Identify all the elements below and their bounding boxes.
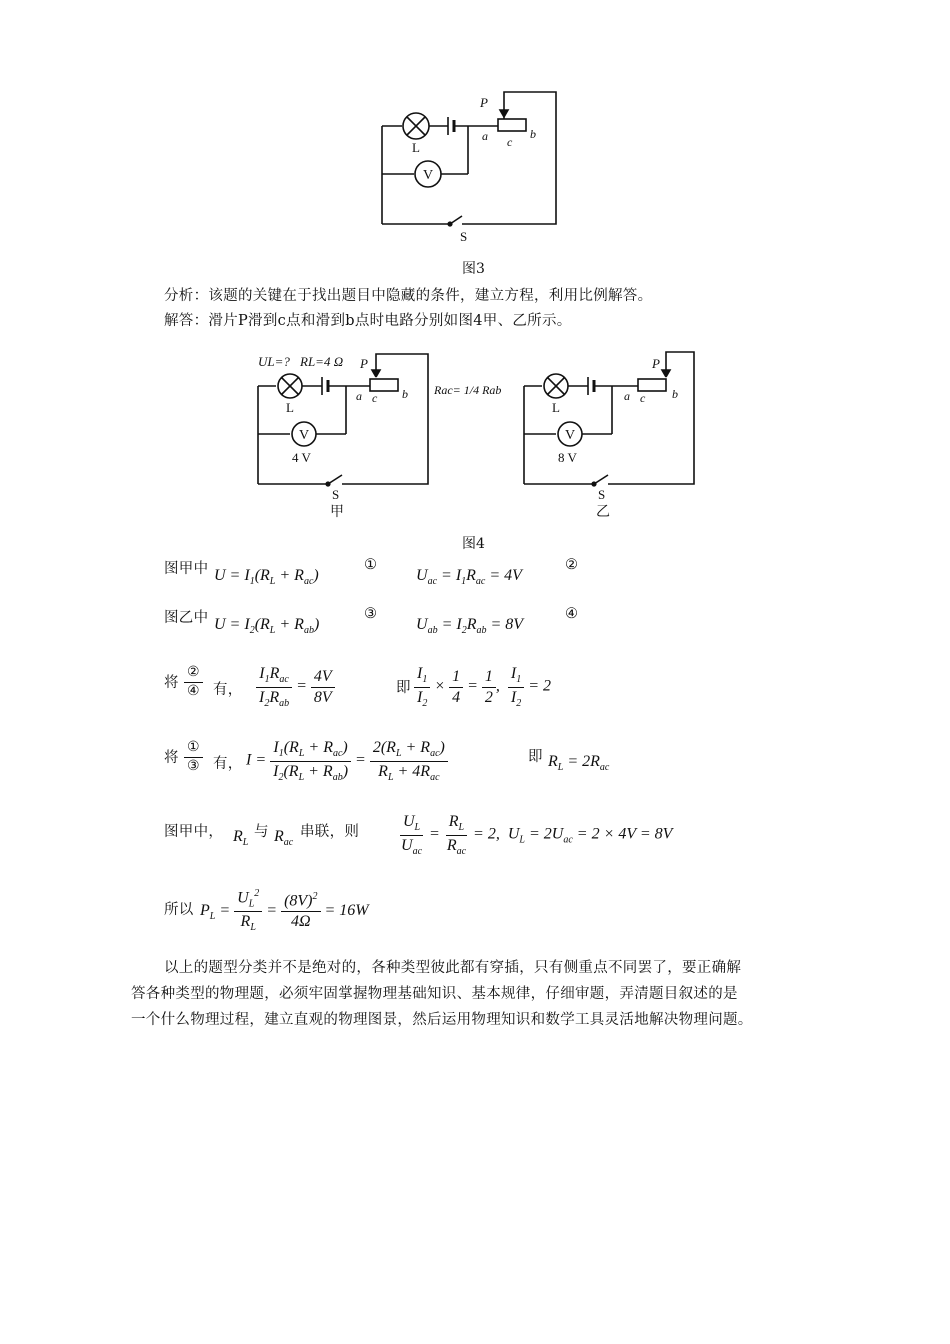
svg-text:L: L bbox=[552, 400, 560, 415]
svg-text:a: a bbox=[624, 389, 630, 403]
svg-text:P: P bbox=[652, 356, 660, 371]
svg-text:V: V bbox=[299, 428, 310, 443]
svg-text:P: P bbox=[360, 356, 368, 371]
equation-3: $U = I_2(R_L + R_{ab})$ bbox=[214, 616, 320, 636]
figure-4-left-circuit bbox=[250, 346, 510, 520]
svg-text:b: b bbox=[672, 387, 678, 401]
circle-1: ① bbox=[364, 557, 378, 573]
analysis-text: 分析：该题的关键在于找出题目中隐藏的条件，建立方程，利用比例解答。 bbox=[164, 288, 653, 304]
ratio-1-over-3: $\frac{\text{①}}{\text{③}}$ bbox=[184, 739, 203, 775]
fig3-label-S: S bbox=[460, 229, 468, 244]
circle-3: ③ bbox=[364, 606, 378, 622]
circle-4: ④ bbox=[565, 606, 579, 622]
fig4-left-volt: 4 V bbox=[292, 450, 311, 465]
fig3-label-a: a bbox=[482, 129, 488, 143]
figure-3-circuit bbox=[370, 88, 570, 248]
symbol-rl: $R_L$ bbox=[233, 828, 249, 848]
eq-row3-prefix: 将 bbox=[164, 675, 179, 691]
eq-row4-ji: 即 bbox=[528, 749, 543, 765]
eq-row3-ji: 即 bbox=[396, 680, 411, 696]
eq-row5-yu: 与 bbox=[254, 824, 269, 840]
svg-text:c: c bbox=[640, 391, 646, 405]
svg-text:V: V bbox=[565, 428, 576, 443]
ratio-2-over-4: $\frac{\text{②}}{\text{④}}$ bbox=[184, 664, 203, 700]
equation-4: $U_{ab} = I_2R_{ab} = 8V$ bbox=[416, 616, 524, 636]
fig3-label-P: P bbox=[480, 95, 488, 110]
equation-1: $U = I_1(R_L + R_{ac})$ bbox=[214, 567, 319, 587]
eq-row4-you: 有， bbox=[213, 756, 243, 772]
figure-4-caption: 图4 bbox=[462, 536, 485, 552]
eq-row5-label: 图甲中， bbox=[164, 824, 224, 840]
symbol-rac: $R_{ac}$ bbox=[274, 828, 294, 848]
fig3-label-L: L bbox=[412, 140, 420, 155]
svg-text:a: a bbox=[356, 389, 362, 403]
conclusion-line-2: 答各种类型的物理题，必须牢固掌握物理基础知识、基本规律，仔细审题，弄清题目叙述的是 bbox=[131, 986, 738, 1002]
answer-intro: 解答：滑片P滑到c点和滑到b点时电路分别如图4甲、乙所示。 bbox=[164, 313, 572, 329]
conclusion-line-1: 以上的题型分类并不是绝对的，各种类型彼此都有穿插，只有侧重点不同罢了，要正确解 bbox=[164, 960, 742, 976]
fig3-label-V: V bbox=[423, 168, 434, 183]
fig4-rac-label: Rac= 1/4 Rab bbox=[434, 383, 502, 397]
fig4-left-label: 甲 bbox=[330, 505, 344, 520]
figure-4-right-circuit bbox=[516, 346, 706, 520]
fig4-right-label: 乙 bbox=[596, 505, 610, 520]
eq-row4-prefix: 将 bbox=[164, 750, 179, 766]
conclusion-line-3: 一个什么物理过程，建立直观的物理图景，然后运用物理知识和数学工具灵活地解决物理问题。 bbox=[131, 1012, 753, 1028]
fig4-rl-label: RL=4 Ω bbox=[300, 354, 344, 369]
equation-2: $U_{ac} = I_1R_{ac} = 4V$ bbox=[416, 567, 522, 587]
equation-ratio-2: $\frac{I_1}{I_2}$ × $\frac{1}{4}$ = $\frac{1}{2}$ , $\frac{I_1}{I_2}$ = 2 bbox=[414, 664, 551, 710]
eq-row1-label: 图甲中 bbox=[164, 561, 209, 577]
svg-text:S: S bbox=[332, 487, 340, 502]
eq-row3-you: 有， bbox=[213, 682, 243, 698]
figure-3-caption: 图3 bbox=[462, 261, 485, 277]
equation-ratio-1: $\frac{I_1R_{ac}}{I_2R_{ab}}$ = $\frac{4V}{8V}$ bbox=[256, 664, 335, 710]
fig3-label-c: c bbox=[507, 135, 513, 149]
equation-ul: $\frac{U_L}{U_{ac}}$ = $\frac{R_L}{R_{ac}}$ = 2, $U_L = 2U_{ac} = 2 \times 4V = 8V$ bbox=[401, 813, 673, 857]
svg-text:c: c bbox=[372, 391, 378, 405]
svg-text:L: L bbox=[286, 400, 294, 415]
fig3-label-b: b bbox=[530, 127, 536, 141]
equation-current-ratio: I = $\frac{I_1(R_L + R_{ac})}{I_2(R_L + R_{ab})}$ = $\frac{2(R_L + R_{ac})}{R_L + 4R_{ac}}$ bbox=[246, 738, 448, 784]
equation-rl: $R_L = 2R_{ac}$ bbox=[548, 753, 610, 773]
eq-row6-label: 所以 bbox=[164, 902, 194, 918]
equation-power: $P_L$ = $\frac{U_L^2}{R_L}$ = $\frac{(8V)^2}{4\Omega}$ = 16W bbox=[200, 888, 369, 933]
circle-2: ② bbox=[565, 557, 579, 573]
eq-row2-label: 图乙中 bbox=[164, 610, 209, 626]
svg-text:S: S bbox=[598, 487, 606, 502]
svg-text:b: b bbox=[402, 387, 408, 401]
eq-row5-chuan: 串联，则 bbox=[300, 824, 360, 840]
fig4-ul-label: UL=? bbox=[258, 354, 290, 369]
fig4-right-volt: 8 V bbox=[558, 450, 577, 465]
